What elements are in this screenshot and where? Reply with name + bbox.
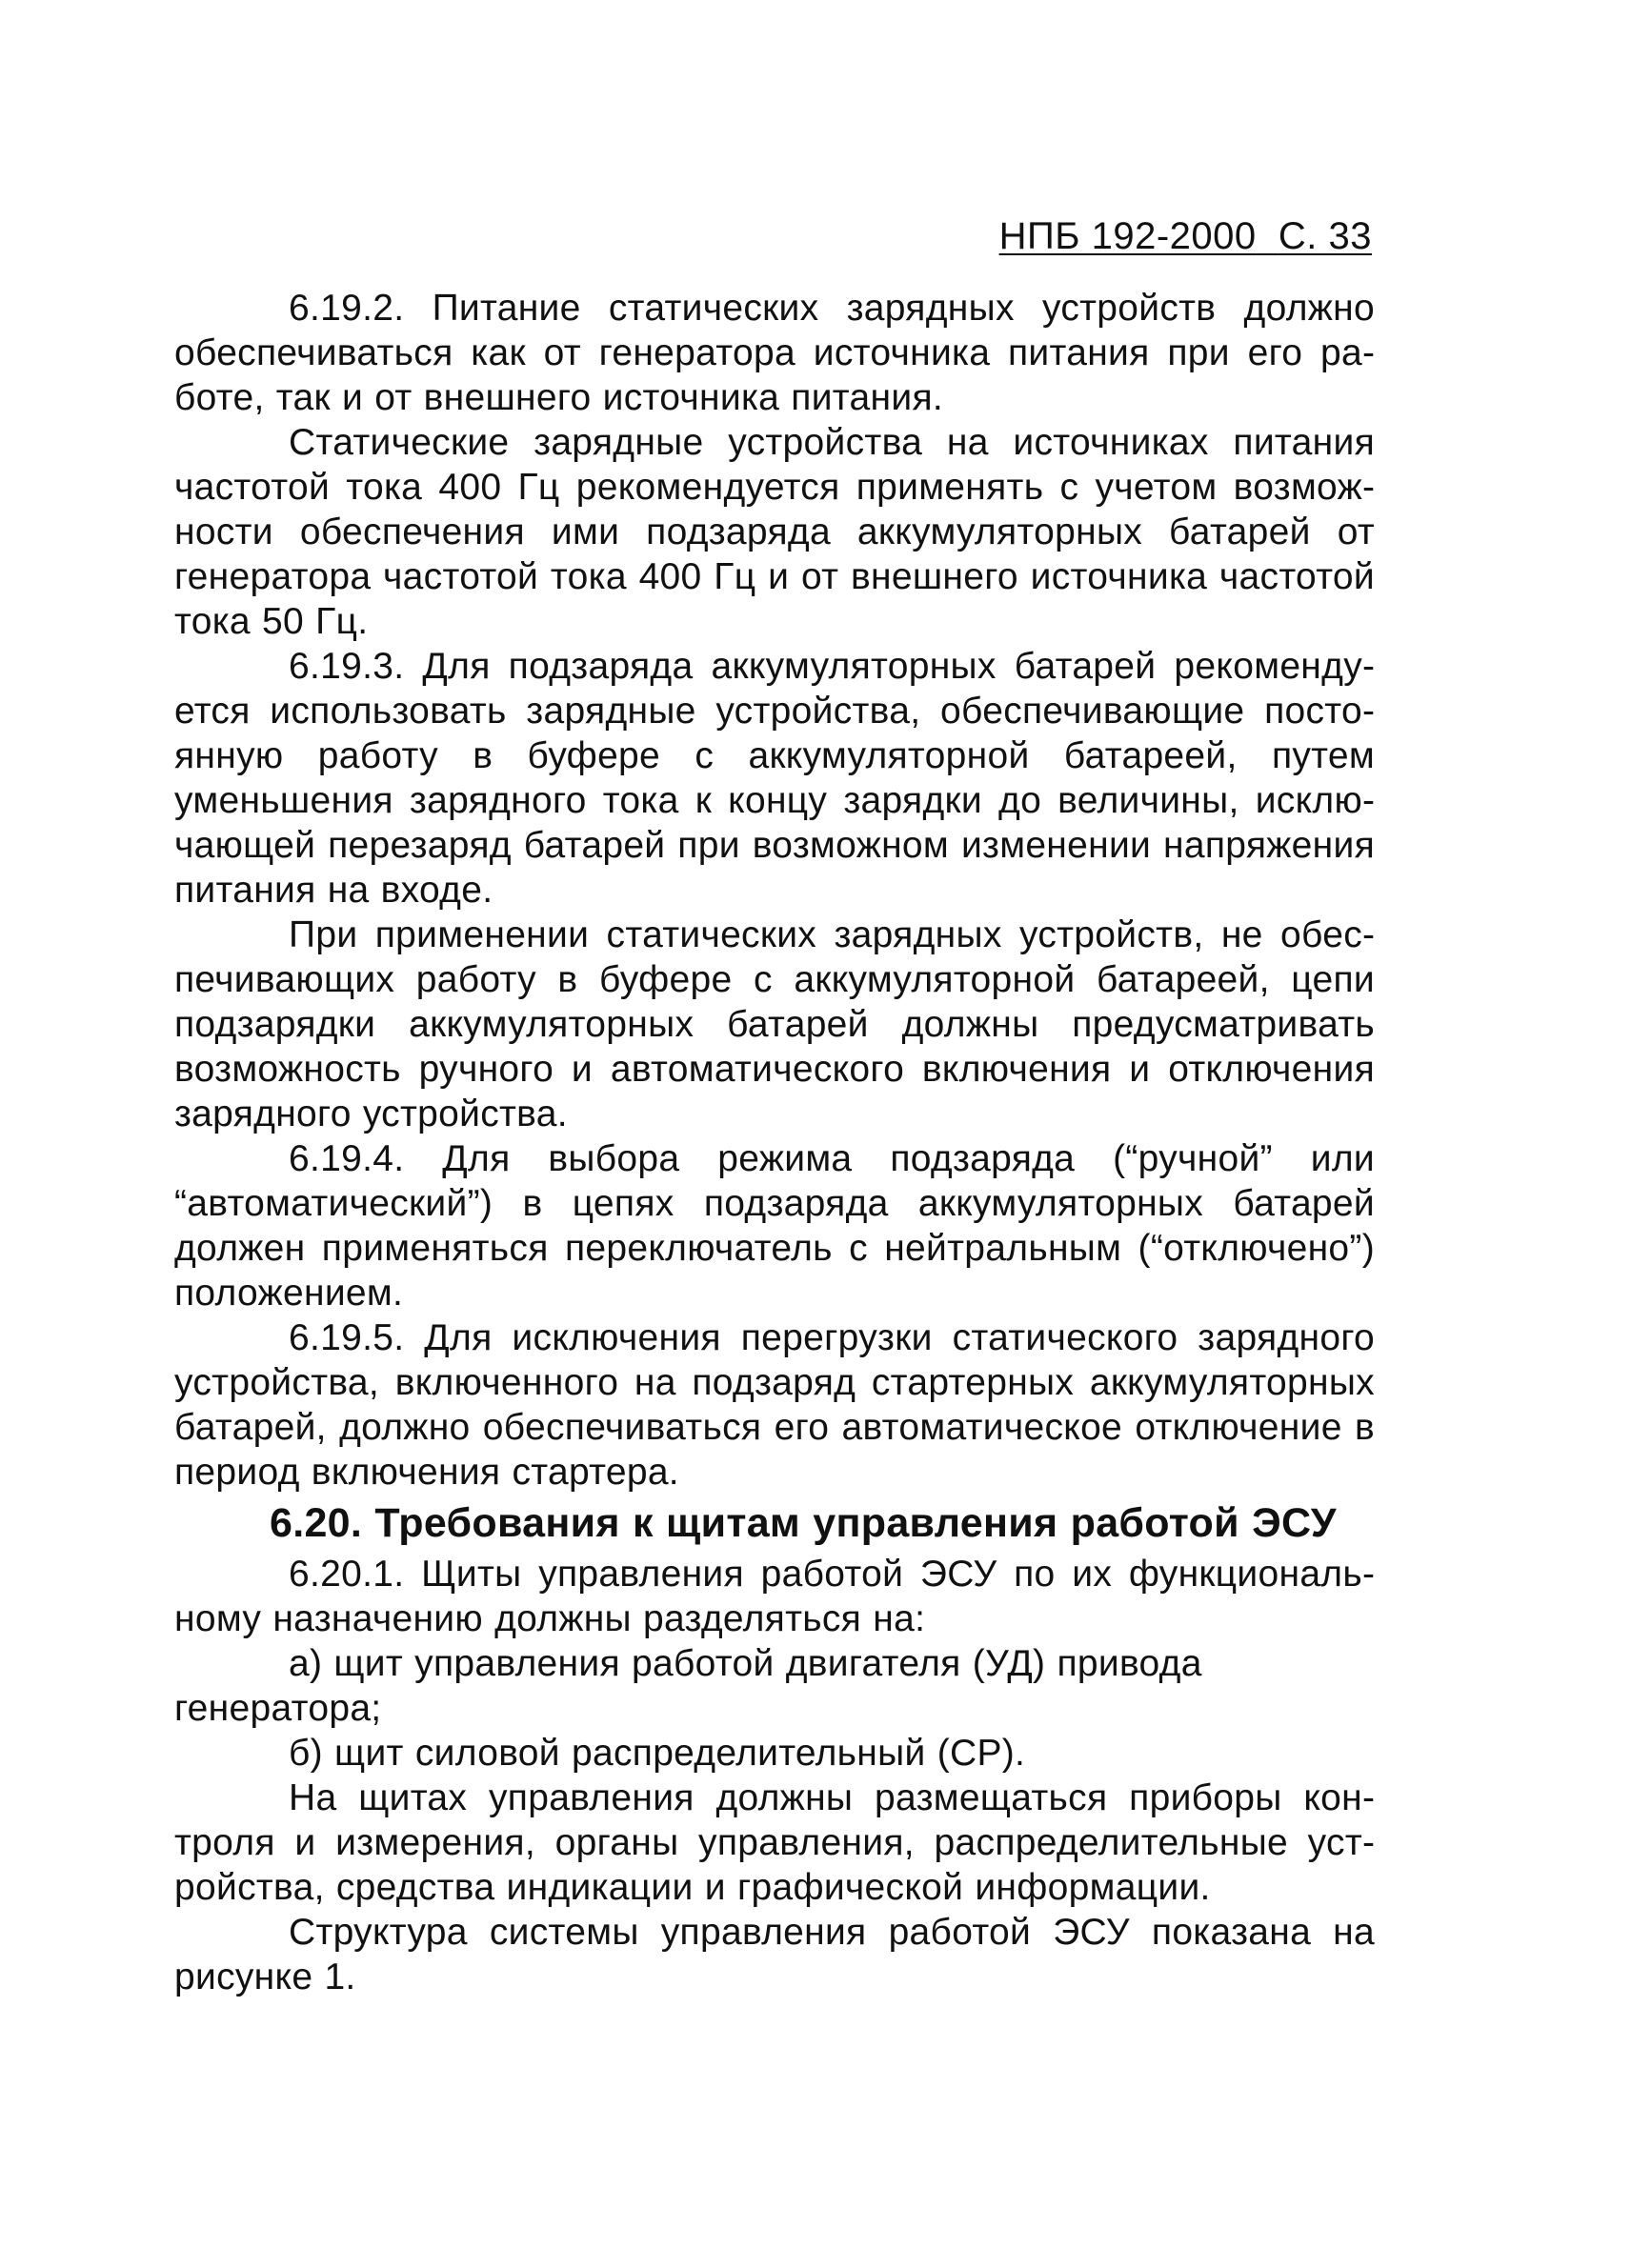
list-item-a: а) щит управления работой двигателя (УД) привода генератора; bbox=[174, 1643, 1202, 1729]
paragraph-6-19-5: 6.19.5. Для исключения перегрузки статического зарядного устройства, включенного на подзаряд стартерных аккумуляторных батарей, должно обеспечиваться его автоматическое отключение в период включения стартера. bbox=[174, 1317, 1375, 1493]
document-reference: НПБ 192-2000 bbox=[998, 215, 1257, 257]
page-header bbox=[999, 217, 1372, 255]
paragraph-static-chargers-400hz: Статические зарядные устройства на источниках питания частотой тока 400 Гц рекомендуется применять с учетом возможности обеспечения ими подзаряда аккумуляторных батарей от генератора частотой тока 400 Гц и от внешнего источника частотой тока 50 Гц. bbox=[174, 422, 1375, 642]
paragraph-buffer-mode: При применении статических зарядных устройств, не обеспечивающих работу в буфере с аккумуляторной батареей, цепи подзарядки аккумуляторных батарей должны предусматривать возможность ручного и автоматического включения и отключения зарядного устройства. bbox=[174, 914, 1375, 1134]
section-heading-6-20: 6.20. Требования к щитам управления работой ЭСУ bbox=[270, 1500, 1337, 1546]
paragraph-panel-devices: На щитах управления должны размещаться приборы контроля и измерения, органы управления, распределительные устройства, средства индикации и графической информации. bbox=[174, 1777, 1375, 1908]
document-body bbox=[174, 286, 1375, 1999]
paragraph-6-19-2: 6.19.2. Питание статических зарядных устройств должно обеспечиваться как от генератора источника питания при его работе, так и от внешнего источника питания. bbox=[174, 288, 1375, 418]
paragraph-6-20-1: 6.20.1. Щиты управления работой ЭСУ по их функциональному назначению должны разделяться на: bbox=[174, 1554, 1375, 1639]
list-item-b: б) щит силовой распределительный (СР). bbox=[289, 1733, 1026, 1774]
page-number: С. 33 bbox=[1278, 215, 1372, 257]
paragraph-6-19-3: 6.19.3. Для подзаряда аккумуляторных батарей рекомендуется использовать зарядные устройства, обеспечивающие постоянную работу в буфере с аккумуляторной батареей, путем уменьшения зарядного тока к концу зарядки до величины, исключающей перезаряд батарей при возможном изменении напряжения питания на входе. bbox=[174, 646, 1375, 911]
paragraph-6-19-4: 6.19.4. Для выбора режима подзаряда (“ручной” или “автоматический”) в цепях подзаряда аккумуляторных батарей должен применяться переключатель с нейтральным (“отключено”) положением. bbox=[174, 1138, 1375, 1314]
paragraph-figure-reference: Структура системы управления работой ЭСУ показана на рисунке 1. bbox=[174, 1912, 1375, 1997]
